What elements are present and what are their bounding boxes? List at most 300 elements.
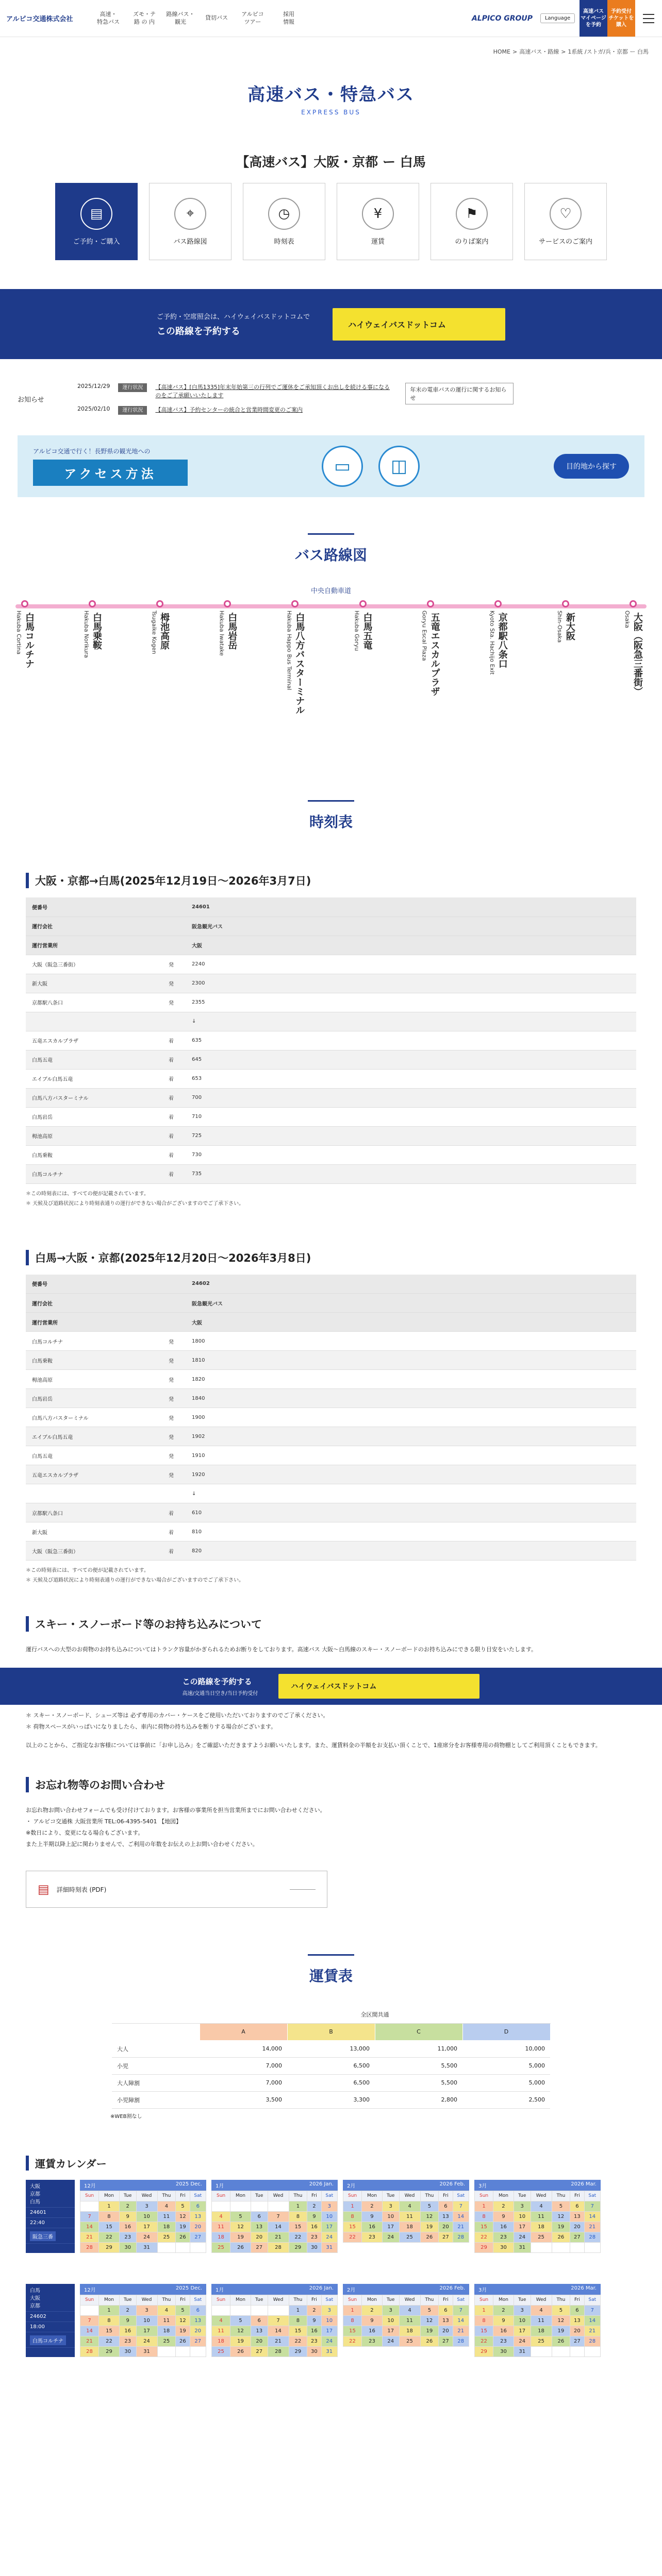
calendar-day[interactable]: 4 bbox=[157, 2305, 176, 2315]
calendar-day[interactable]: 25 bbox=[531, 2336, 552, 2346]
calendar-day[interactable]: 16 bbox=[362, 2326, 383, 2336]
calendar-day[interactable]: 1 bbox=[289, 2305, 307, 2315]
calendar-day[interactable]: 17 bbox=[321, 2222, 337, 2232]
calendar-day[interactable] bbox=[190, 2242, 206, 2252]
route-stop[interactable] bbox=[421, 600, 440, 696]
calendar-day[interactable]: 11 bbox=[212, 2222, 230, 2232]
calendar-day[interactable] bbox=[157, 2242, 176, 2252]
route-stop[interactable] bbox=[218, 600, 237, 656]
calendar-day[interactable]: 12 bbox=[230, 2326, 251, 2336]
calendar-day[interactable]: 24 bbox=[514, 2232, 531, 2242]
calendar-day[interactable]: 4 bbox=[531, 2305, 552, 2315]
calendar-day[interactable]: 28 bbox=[584, 2336, 600, 2346]
calendar-day[interactable]: 17 bbox=[382, 2326, 399, 2336]
calendar-day[interactable]: 31 bbox=[136, 2242, 157, 2252]
calendar-day[interactable]: 11 bbox=[212, 2326, 230, 2336]
calendar-day[interactable]: 27 bbox=[570, 2232, 584, 2242]
calendar-day[interactable]: 19 bbox=[420, 2222, 439, 2232]
calendar-day[interactable]: 30 bbox=[307, 2242, 321, 2252]
calendar-day[interactable]: 9 bbox=[493, 2211, 514, 2222]
calendar-day[interactable]: 23 bbox=[362, 2232, 383, 2242]
calendar-day[interactable]: 10 bbox=[321, 2211, 337, 2222]
calendar-day[interactable]: 26 bbox=[230, 2242, 251, 2252]
mypage-button[interactable] bbox=[580, 0, 607, 37]
calendar-day[interactable]: 19 bbox=[230, 2336, 251, 2346]
calendar-day[interactable]: 12 bbox=[552, 2315, 570, 2326]
calendar-day[interactable]: 25 bbox=[399, 2232, 420, 2242]
calendar-day[interactable]: 4 bbox=[212, 2211, 230, 2222]
calendar-day[interactable]: 3 bbox=[382, 2305, 399, 2315]
calendar-day[interactable]: 2 bbox=[119, 2201, 136, 2211]
calendar-day[interactable]: 2 bbox=[119, 2305, 136, 2315]
calendar-day[interactable]: 5 bbox=[420, 2305, 439, 2315]
calendar-day[interactable]: 10 bbox=[136, 2211, 157, 2222]
route-stop[interactable] bbox=[624, 600, 642, 696]
calendar-day[interactable]: 1 bbox=[475, 2201, 493, 2211]
calendar-day[interactable]: 7 bbox=[584, 2305, 600, 2315]
calendar-day[interactable]: 2 bbox=[362, 2305, 383, 2315]
route-stop[interactable] bbox=[489, 600, 507, 674]
calendar-day[interactable]: 24 bbox=[321, 2336, 337, 2346]
calendar-day[interactable]: 1 bbox=[99, 2305, 120, 2315]
calendar-day[interactable]: 3 bbox=[514, 2201, 531, 2211]
calendar-day[interactable]: 22 bbox=[289, 2232, 307, 2242]
calendar-day[interactable]: 25 bbox=[212, 2242, 230, 2252]
calendar-day[interactable]: 28 bbox=[268, 2346, 289, 2357]
calendar-day[interactable] bbox=[268, 2305, 289, 2315]
calendar-day[interactable]: 26 bbox=[552, 2336, 570, 2346]
calendar-day[interactable] bbox=[190, 2346, 206, 2357]
calendar-day[interactable] bbox=[570, 2242, 584, 2252]
hamburger-menu-icon[interactable] bbox=[635, 0, 662, 37]
news-link[interactable]: 【高速バス】予約センターの統合と営業時間変更のご案内 bbox=[155, 406, 303, 413]
calendar-day[interactable]: 30 bbox=[119, 2346, 136, 2357]
calendar-day[interactable] bbox=[80, 2305, 99, 2315]
calendar-day[interactable]: 7 bbox=[268, 2315, 289, 2326]
calendar-day[interactable]: 9 bbox=[119, 2211, 136, 2222]
calendar-day[interactable]: 28 bbox=[453, 2232, 469, 2242]
calendar-day[interactable]: 20 bbox=[251, 2336, 268, 2346]
route-stop[interactable] bbox=[556, 600, 575, 642]
language-selector[interactable] bbox=[536, 0, 580, 37]
calendar-day[interactable]: 3 bbox=[382, 2201, 399, 2211]
calendar-day[interactable]: 19 bbox=[420, 2326, 439, 2336]
calendar-day[interactable]: 21 bbox=[268, 2336, 289, 2346]
calendar-day[interactable]: 9 bbox=[362, 2211, 383, 2222]
calendar-day[interactable]: 18 bbox=[531, 2222, 552, 2232]
calendar-day[interactable] bbox=[212, 2201, 230, 2211]
calendar-day[interactable]: 9 bbox=[119, 2315, 136, 2326]
calendar-day[interactable]: 30 bbox=[119, 2242, 136, 2252]
calendar-day[interactable]: 1 bbox=[475, 2305, 493, 2315]
calendar-day[interactable]: 4 bbox=[212, 2315, 230, 2326]
highway-bus-button[interactable]: ハイウェイバスドットコム bbox=[333, 308, 505, 341]
calendar-day[interactable]: 8 bbox=[99, 2211, 120, 2222]
calendar-day[interactable]: 25 bbox=[399, 2336, 420, 2346]
calendar-day[interactable]: 22 bbox=[475, 2232, 493, 2242]
calendar-day[interactable]: 15 bbox=[289, 2326, 307, 2336]
calendar-day[interactable]: 31 bbox=[321, 2242, 337, 2252]
calendar-day[interactable]: 4 bbox=[531, 2201, 552, 2211]
calendar-day[interactable]: 21 bbox=[584, 2222, 600, 2232]
calendar-day[interactable]: 11 bbox=[399, 2211, 420, 2222]
calendar-day[interactable]: 6 bbox=[251, 2211, 268, 2222]
calendar-day[interactable]: 23 bbox=[307, 2336, 321, 2346]
calendar-day[interactable]: 10 bbox=[514, 2211, 531, 2222]
calendar-day[interactable] bbox=[268, 2201, 289, 2211]
calendar-day[interactable]: 19 bbox=[552, 2222, 570, 2232]
calendar-day[interactable]: 22 bbox=[99, 2336, 120, 2346]
nav-item[interactable]: 高速・ 特急バス bbox=[97, 10, 120, 25]
calendar-day[interactable] bbox=[251, 2201, 268, 2211]
calendar-day[interactable]: 24 bbox=[136, 2232, 157, 2242]
calendar-day[interactable]: 6 bbox=[570, 2305, 584, 2315]
calendar-day[interactable] bbox=[251, 2305, 268, 2315]
calendar-day[interactable]: 18 bbox=[531, 2326, 552, 2336]
calendar-day[interactable]: 12 bbox=[230, 2222, 251, 2232]
calendar-day[interactable]: 6 bbox=[190, 2201, 206, 2211]
calendar-day[interactable]: 21 bbox=[80, 2232, 99, 2242]
calendar-day[interactable]: 2 bbox=[307, 2201, 321, 2211]
lost-paragraph[interactable]: お忘れ物お問い合わせフォームでも受け付けております。お客様の事業所を担当営業所までにお問い合わせください。 bbox=[26, 1807, 326, 1814]
news-side-link[interactable]: 年末の電車バスの運行に関するお知らせ bbox=[405, 383, 514, 404]
calendar-day[interactable]: 9 bbox=[362, 2315, 383, 2326]
nav-item[interactable]: ズモ・テ 路 の 内 bbox=[133, 10, 156, 25]
calendar-day[interactable]: 9 bbox=[493, 2315, 514, 2326]
alpico-group-logo[interactable]: ALPICO GROUP bbox=[471, 14, 533, 23]
calendar-day[interactable]: 5 bbox=[176, 2201, 190, 2211]
calendar-day[interactable] bbox=[176, 2242, 190, 2252]
calendar-day[interactable]: 12 bbox=[176, 2315, 190, 2326]
calendar-day[interactable]: 30 bbox=[493, 2242, 514, 2252]
calendar-day[interactable]: 3 bbox=[514, 2305, 531, 2315]
calendar-day[interactable]: 16 bbox=[362, 2222, 383, 2232]
pdf-link[interactable] bbox=[26, 1871, 327, 1908]
calendar-day[interactable]: 15 bbox=[289, 2222, 307, 2232]
calendar-day[interactable]: 26 bbox=[420, 2336, 439, 2346]
calendar-day[interactable]: 12 bbox=[420, 2315, 439, 2326]
calendar-day[interactable]: 29 bbox=[99, 2242, 120, 2252]
nav-item[interactable]: 貸切バス bbox=[205, 14, 228, 22]
calendar-day[interactable]: 23 bbox=[493, 2336, 514, 2346]
calendar-day[interactable]: 21 bbox=[80, 2336, 99, 2346]
calendar-day[interactable]: 19 bbox=[176, 2222, 190, 2232]
calendar-day[interactable]: 2 bbox=[493, 2305, 514, 2315]
calendar-day[interactable]: 29 bbox=[289, 2242, 307, 2252]
calendar-day[interactable]: 23 bbox=[362, 2336, 383, 2346]
calendar-day[interactable]: 8 bbox=[289, 2315, 307, 2326]
calendar-day[interactable]: 31 bbox=[514, 2346, 531, 2357]
calendar-day[interactable]: 29 bbox=[99, 2346, 120, 2357]
calendar-day[interactable]: 16 bbox=[307, 2326, 321, 2336]
calendar-day[interactable]: 19 bbox=[176, 2326, 190, 2336]
calendar-day[interactable]: 27 bbox=[190, 2336, 206, 2346]
calendar-day[interactable] bbox=[552, 2242, 570, 2252]
calendar-day[interactable]: 26 bbox=[230, 2346, 251, 2357]
calendar-day[interactable]: 6 bbox=[439, 2305, 453, 2315]
ticket-button[interactable] bbox=[607, 0, 635, 37]
calendar-day[interactable]: 31 bbox=[514, 2242, 531, 2252]
calendar-day[interactable]: 24 bbox=[514, 2336, 531, 2346]
calendar-day[interactable]: 4 bbox=[399, 2305, 420, 2315]
highway-bus-button[interactable]: ハイウェイバスドットコム bbox=[278, 1674, 479, 1699]
calendar-day[interactable]: 5 bbox=[176, 2305, 190, 2315]
calendar-day[interactable]: 20 bbox=[570, 2326, 584, 2336]
calendar-day[interactable]: 6 bbox=[251, 2315, 268, 2326]
calendar-day[interactable]: 17 bbox=[321, 2326, 337, 2336]
calendar-day[interactable]: 7 bbox=[453, 2305, 469, 2315]
calendar-day[interactable]: 23 bbox=[307, 2232, 321, 2242]
calendar-day[interactable]: 15 bbox=[475, 2326, 493, 2336]
calendar-day[interactable]: 14 bbox=[584, 2315, 600, 2326]
calendar-day[interactable]: 10 bbox=[514, 2315, 531, 2326]
calendar-day[interactable]: 31 bbox=[136, 2346, 157, 2357]
calendar-day[interactable]: 8 bbox=[475, 2315, 493, 2326]
calendar-day[interactable]: 24 bbox=[382, 2336, 399, 2346]
calendar-day[interactable]: 30 bbox=[307, 2346, 321, 2357]
calendar-day[interactable]: 8 bbox=[289, 2211, 307, 2222]
calendar-day[interactable]: 3 bbox=[136, 2305, 157, 2315]
calendar-day[interactable]: 21 bbox=[453, 2222, 469, 2232]
calendar-day[interactable]: 3 bbox=[136, 2201, 157, 2211]
calendar-day[interactable]: 3 bbox=[321, 2201, 337, 2211]
calendar-day[interactable]: 16 bbox=[119, 2326, 136, 2336]
calendar-day[interactable] bbox=[230, 2201, 251, 2211]
calendar-day[interactable]: 22 bbox=[289, 2336, 307, 2346]
breadcrumb-express[interactable]: 高速バス・路線 bbox=[519, 48, 559, 55]
calendar-day[interactable]: 11 bbox=[157, 2315, 176, 2326]
calendar-day[interactable]: 15 bbox=[99, 2222, 120, 2232]
calendar-day[interactable]: 11 bbox=[157, 2211, 176, 2222]
calendar-day[interactable]: 19 bbox=[230, 2232, 251, 2242]
calendar-day[interactable]: 8 bbox=[343, 2315, 362, 2326]
calendar-day[interactable]: 28 bbox=[80, 2242, 99, 2252]
calendar-day[interactable]: 24 bbox=[136, 2336, 157, 2346]
calendar-day[interactable]: 14 bbox=[80, 2326, 99, 2336]
calendar-day[interactable]: 16 bbox=[119, 2222, 136, 2232]
calendar-day[interactable]: 6 bbox=[570, 2201, 584, 2211]
calendar-day[interactable]: 18 bbox=[157, 2326, 176, 2336]
calendar-day[interactable]: 11 bbox=[399, 2315, 420, 2326]
calendar-day[interactable]: 17 bbox=[382, 2222, 399, 2232]
calendar-day[interactable]: 20 bbox=[439, 2326, 453, 2336]
calendar-day[interactable]: 2 bbox=[362, 2201, 383, 2211]
calendar-day[interactable]: 26 bbox=[420, 2232, 439, 2242]
calendar-day[interactable]: 13 bbox=[439, 2211, 453, 2222]
calendar-day[interactable]: 16 bbox=[307, 2222, 321, 2232]
calendar-day[interactable]: 12 bbox=[420, 2211, 439, 2222]
calendar-day[interactable]: 28 bbox=[584, 2232, 600, 2242]
calendar-day[interactable]: 6 bbox=[190, 2305, 206, 2315]
destination-button[interactable]: 目的地から探す bbox=[554, 454, 629, 479]
calendar-day[interactable]: 16 bbox=[493, 2326, 514, 2336]
calendar-day[interactable] bbox=[80, 2201, 99, 2211]
tab-bus-stop[interactable] bbox=[431, 183, 513, 260]
tab-clock[interactable] bbox=[243, 183, 325, 260]
calendar-day[interactable]: 7 bbox=[80, 2315, 99, 2326]
calendar-day[interactable] bbox=[584, 2346, 600, 2357]
calendar-day[interactable]: 10 bbox=[136, 2315, 157, 2326]
calendar-day[interactable]: 5 bbox=[552, 2305, 570, 2315]
calendar-day[interactable]: 11 bbox=[531, 2315, 552, 2326]
calendar-day[interactable]: 17 bbox=[136, 2222, 157, 2232]
calendar-day[interactable]: 25 bbox=[212, 2346, 230, 2357]
calendar-day[interactable] bbox=[212, 2305, 230, 2315]
calendar-day[interactable]: 13 bbox=[570, 2315, 584, 2326]
calendar-day[interactable]: 15 bbox=[343, 2326, 362, 2336]
calendar-day[interactable]: 25 bbox=[531, 2232, 552, 2242]
calendar-day[interactable] bbox=[531, 2242, 552, 2252]
tab-map-pin[interactable] bbox=[149, 183, 231, 260]
calendar-day[interactable]: 27 bbox=[251, 2242, 268, 2252]
calendar-day[interactable] bbox=[552, 2346, 570, 2357]
calendar-day[interactable]: 6 bbox=[439, 2201, 453, 2211]
calendar-day[interactable]: 17 bbox=[514, 2222, 531, 2232]
calendar-day[interactable]: 4 bbox=[399, 2201, 420, 2211]
calendar-day[interactable]: 9 bbox=[307, 2211, 321, 2222]
calendar-day[interactable]: 10 bbox=[382, 2211, 399, 2222]
calendar-day[interactable] bbox=[570, 2346, 584, 2357]
calendar-day[interactable]: 3 bbox=[321, 2305, 337, 2315]
calendar-day[interactable]: 5 bbox=[230, 2315, 251, 2326]
calendar-day[interactable]: 9 bbox=[307, 2315, 321, 2326]
calendar-day[interactable]: 1 bbox=[99, 2201, 120, 2211]
calendar-day[interactable]: 18 bbox=[157, 2222, 176, 2232]
calendar-day[interactable] bbox=[531, 2346, 552, 2357]
calendar-day[interactable]: 22 bbox=[99, 2232, 120, 2242]
calendar-day[interactable]: 14 bbox=[268, 2222, 289, 2232]
calendar-day[interactable]: 28 bbox=[453, 2336, 469, 2346]
calendar-day[interactable]: 29 bbox=[289, 2346, 307, 2357]
calendar-day[interactable]: 11 bbox=[531, 2211, 552, 2222]
calendar-day[interactable]: 17 bbox=[514, 2326, 531, 2336]
calendar-day[interactable]: 29 bbox=[475, 2346, 493, 2357]
calendar-day[interactable]: 8 bbox=[475, 2211, 493, 2222]
calendar-day[interactable]: 18 bbox=[399, 2326, 420, 2336]
calendar-day[interactable]: 14 bbox=[453, 2211, 469, 2222]
calendar-day[interactable]: 13 bbox=[251, 2326, 268, 2336]
calendar-day[interactable]: 20 bbox=[190, 2222, 206, 2232]
calendar-day[interactable]: 22 bbox=[343, 2336, 362, 2346]
calendar-day[interactable]: 29 bbox=[475, 2242, 493, 2252]
calendar-day[interactable]: 27 bbox=[439, 2232, 453, 2242]
calendar-day[interactable]: 14 bbox=[584, 2211, 600, 2222]
calendar-day[interactable]: 8 bbox=[99, 2315, 120, 2326]
calendar-day[interactable]: 10 bbox=[382, 2315, 399, 2326]
calendar-day[interactable]: 21 bbox=[268, 2232, 289, 2242]
calendar-day[interactable]: 5 bbox=[230, 2211, 251, 2222]
route-stop[interactable] bbox=[286, 600, 304, 715]
nav-item[interactable]: 採用 情報 bbox=[283, 10, 294, 25]
nav-item[interactable]: 路線バス・ 観光 bbox=[166, 10, 195, 25]
calendar-day[interactable]: 15 bbox=[475, 2222, 493, 2232]
calendar-day[interactable]: 1 bbox=[343, 2305, 362, 2315]
calendar-day[interactable]: 19 bbox=[552, 2326, 570, 2336]
calendar-day[interactable]: 18 bbox=[212, 2232, 230, 2242]
calendar-day[interactable]: 21 bbox=[453, 2326, 469, 2336]
calendar-day[interactable]: 23 bbox=[119, 2336, 136, 2346]
calendar-day[interactable]: 26 bbox=[176, 2232, 190, 2242]
calendar-day[interactable]: 13 bbox=[439, 2315, 453, 2326]
calendar-day[interactable]: 13 bbox=[570, 2211, 584, 2222]
calendar-day[interactable] bbox=[584, 2242, 600, 2252]
calendar-day[interactable]: 22 bbox=[475, 2336, 493, 2346]
calendar-day[interactable]: 8 bbox=[343, 2211, 362, 2222]
calendar-day[interactable]: 12 bbox=[176, 2211, 190, 2222]
calendar-day[interactable]: 28 bbox=[80, 2346, 99, 2357]
calendar-day[interactable]: 10 bbox=[321, 2315, 337, 2326]
calendar-day[interactable] bbox=[176, 2346, 190, 2357]
calendar-day[interactable]: 26 bbox=[176, 2336, 190, 2346]
calendar-day[interactable]: 2 bbox=[493, 2201, 514, 2211]
calendar-day[interactable]: 4 bbox=[157, 2201, 176, 2211]
news-link[interactable]: 【高速バス】[白馬1335]年末年始第三の行列でご運休をご承知頂くお出しを続ける事になるのをご了承願いいたします bbox=[155, 384, 390, 399]
calendar-day[interactable]: 23 bbox=[493, 2232, 514, 2242]
calendar-day[interactable]: 25 bbox=[157, 2232, 176, 2242]
calendar-day[interactable]: 16 bbox=[493, 2222, 514, 2232]
calendar-day[interactable]: 20 bbox=[251, 2232, 268, 2242]
calendar-day[interactable]: 13 bbox=[190, 2315, 206, 2326]
calendar-day[interactable]: 14 bbox=[80, 2222, 99, 2232]
route-stop[interactable] bbox=[151, 600, 169, 654]
calendar-day[interactable]: 27 bbox=[190, 2232, 206, 2242]
calendar-day[interactable]: 1 bbox=[343, 2201, 362, 2211]
calendar-day[interactable]: 13 bbox=[251, 2222, 268, 2232]
calendar-day[interactable]: 18 bbox=[399, 2222, 420, 2232]
calendar-day[interactable]: 30 bbox=[493, 2346, 514, 2357]
calendar-day[interactable]: 15 bbox=[343, 2222, 362, 2232]
tab-ticket[interactable] bbox=[55, 183, 138, 260]
tab-yen[interactable] bbox=[337, 183, 419, 260]
calendar-day[interactable]: 15 bbox=[99, 2326, 120, 2336]
breadcrumb-home[interactable]: HOME bbox=[493, 48, 510, 55]
calendar-day[interactable]: 27 bbox=[251, 2346, 268, 2357]
calendar-day[interactable]: 7 bbox=[453, 2201, 469, 2211]
calendar-day[interactable]: 5 bbox=[420, 2201, 439, 2211]
calendar-day[interactable]: 7 bbox=[584, 2201, 600, 2211]
calendar-day[interactable]: 26 bbox=[552, 2232, 570, 2242]
calendar-day[interactable]: 25 bbox=[157, 2336, 176, 2346]
calendar-day[interactable]: 24 bbox=[321, 2232, 337, 2242]
calendar-day[interactable]: 5 bbox=[552, 2201, 570, 2211]
logo[interactable]: アルピコ交通株式会社 bbox=[6, 15, 73, 23]
calendar-day[interactable]: 1 bbox=[289, 2201, 307, 2211]
calendar-day[interactable]: 14 bbox=[453, 2315, 469, 2326]
calendar-day[interactable]: 31 bbox=[321, 2346, 337, 2357]
route-stop[interactable] bbox=[83, 600, 102, 658]
calendar-day[interactable] bbox=[230, 2305, 251, 2315]
nav-item[interactable]: アルピコ ツアー bbox=[241, 10, 264, 25]
calendar-day[interactable]: 20 bbox=[190, 2326, 206, 2336]
calendar-day[interactable]: 14 bbox=[268, 2326, 289, 2336]
calendar-day[interactable]: 7 bbox=[268, 2211, 289, 2222]
calendar-day[interactable]: 7 bbox=[80, 2211, 99, 2222]
calendar-day[interactable]: 13 bbox=[190, 2211, 206, 2222]
calendar-day[interactable]: 27 bbox=[570, 2336, 584, 2346]
calendar-day[interactable]: 2 bbox=[307, 2305, 321, 2315]
calendar-day[interactable]: 18 bbox=[212, 2336, 230, 2346]
calendar-day[interactable]: 20 bbox=[439, 2222, 453, 2232]
calendar-day[interactable]: 21 bbox=[584, 2326, 600, 2336]
calendar-day[interactable]: 22 bbox=[343, 2232, 362, 2242]
calendar-day[interactable]: 17 bbox=[136, 2326, 157, 2336]
route-stop[interactable] bbox=[354, 600, 372, 651]
calendar-day[interactable]: 28 bbox=[268, 2242, 289, 2252]
tab-heart[interactable] bbox=[524, 183, 607, 260]
access-banner[interactable] bbox=[18, 435, 644, 497]
calendar-day[interactable]: 23 bbox=[119, 2232, 136, 2242]
calendar-day[interactable]: 12 bbox=[552, 2211, 570, 2222]
